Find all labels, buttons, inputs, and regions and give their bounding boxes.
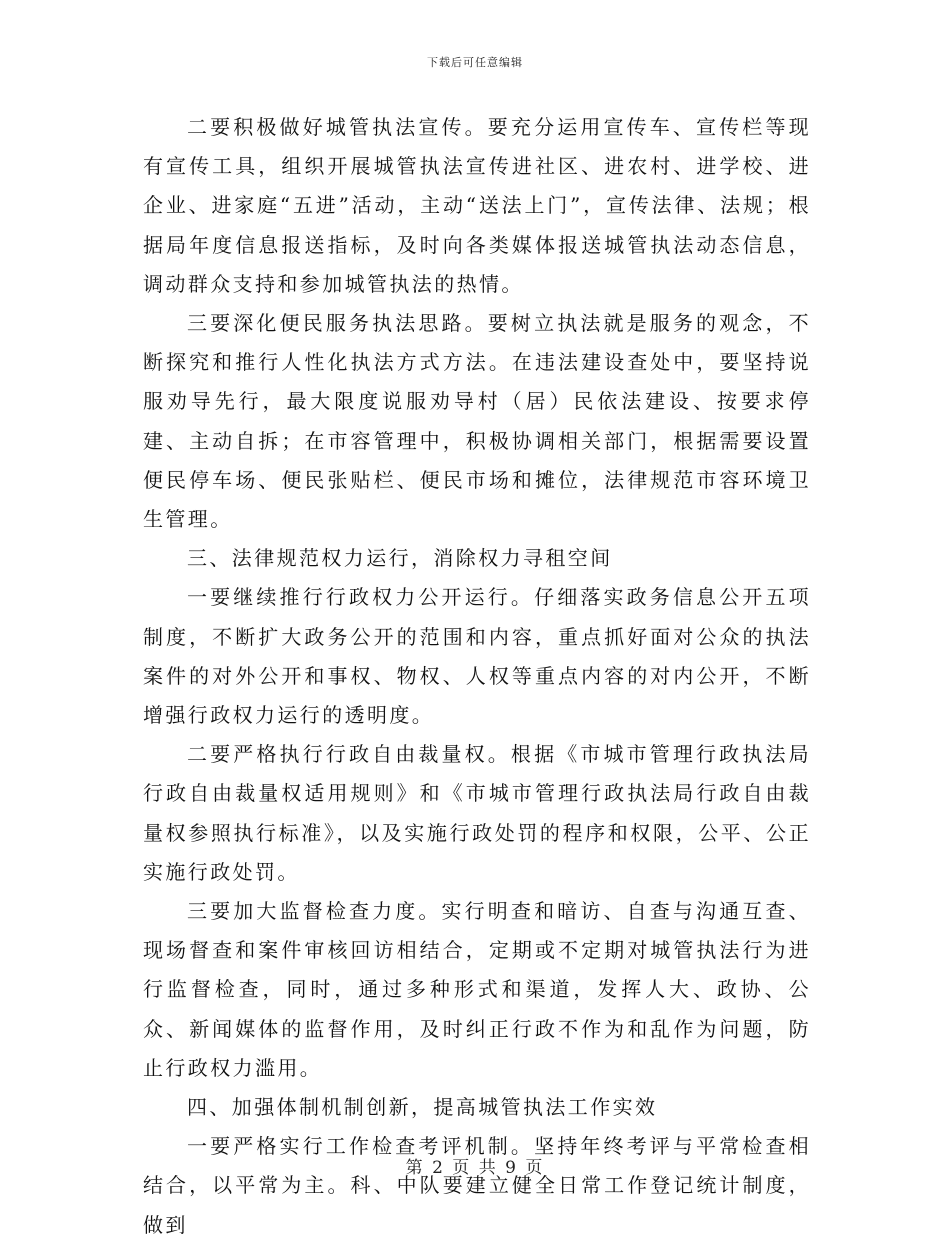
paragraph-propaganda: 二要积极做好城管执法宣传。要充分运用宣传车、宣传栏等现有宣传工具，组织开展城管执法宣传进社区、进农村、进学校、进企业、进家庭“五进”活动，主动“送法上门”，宣传法律、法规；根据局年度信息报送指标，及时向各类媒体报送城管执法动态信息，调动群众支持和参加城管执法的热情。 xyxy=(143,115,811,296)
document-body xyxy=(143,108,811,1245)
page-number-footer: 第 2 页 共 9 页 xyxy=(405,1158,545,1178)
paragraph-convenience-service: 三要深化便民服务执法思路。要树立执法就是服务的观念，不断探究和推行人性化执法方式方法。在违法建设查处中，要坚持说服劝导先行，最大限度说服劝导村（居）民依法建设、按要求停建、主动自拆；在市容管理中，积极协调相关部门，根据需要设置便民停车场、便民张贴栏、便民市场和摊位，法律规范市容环境卫生管理。 xyxy=(143,311,811,532)
paragraph-power-disclosure: 一要继续推行行政权力公开运行。仔细落实政务信息公开五项制度，不断扩大政务公开的范围和内容，重点抓好面对公众的执法案件的对外公开和事权、物权、人权等重点内容的对内公开，不断增强行政权力运行的透明度。 xyxy=(143,585,811,728)
section-heading-3: 三、法律规范权力运行，消除权力寻租空间 xyxy=(187,546,613,571)
page-header: 下载后可任意编辑 xyxy=(427,56,523,69)
paragraph-evaluation: 一要严格实行工作检查考评机制。坚持年终考评与平常检查相结合，以平常为主。科、中队要建立健全日常工作登记统计制度，做到 xyxy=(143,1134,811,1237)
paragraph-supervision: 三要加大监督检查力度。实行明查和暗访、自查与沟通互查、现场督查和案件审核回访相结合，定期或不定期对城管执法行为进行监督检查，同时，通过多种形式和渠道，发挥人大、政协、公众、新闻媒体的监督作用，及时纠正行政不作为和乱作为问题，防止行政权力滥用。 xyxy=(143,899,811,1080)
paragraph-discretion: 二要严格执行行政自由裁量权。根据《市城市管理行政执法局行政自由裁量权适用规则》和《市城市管理行政执法局行政自由裁量权参照执行标准》，以及实施行政处罚的程序和权限，公平、公正实施行政处罚。 xyxy=(143,742,811,884)
section-heading-4: 四、加强体制机制创新，提高城管执法工作实效 xyxy=(187,1095,658,1120)
